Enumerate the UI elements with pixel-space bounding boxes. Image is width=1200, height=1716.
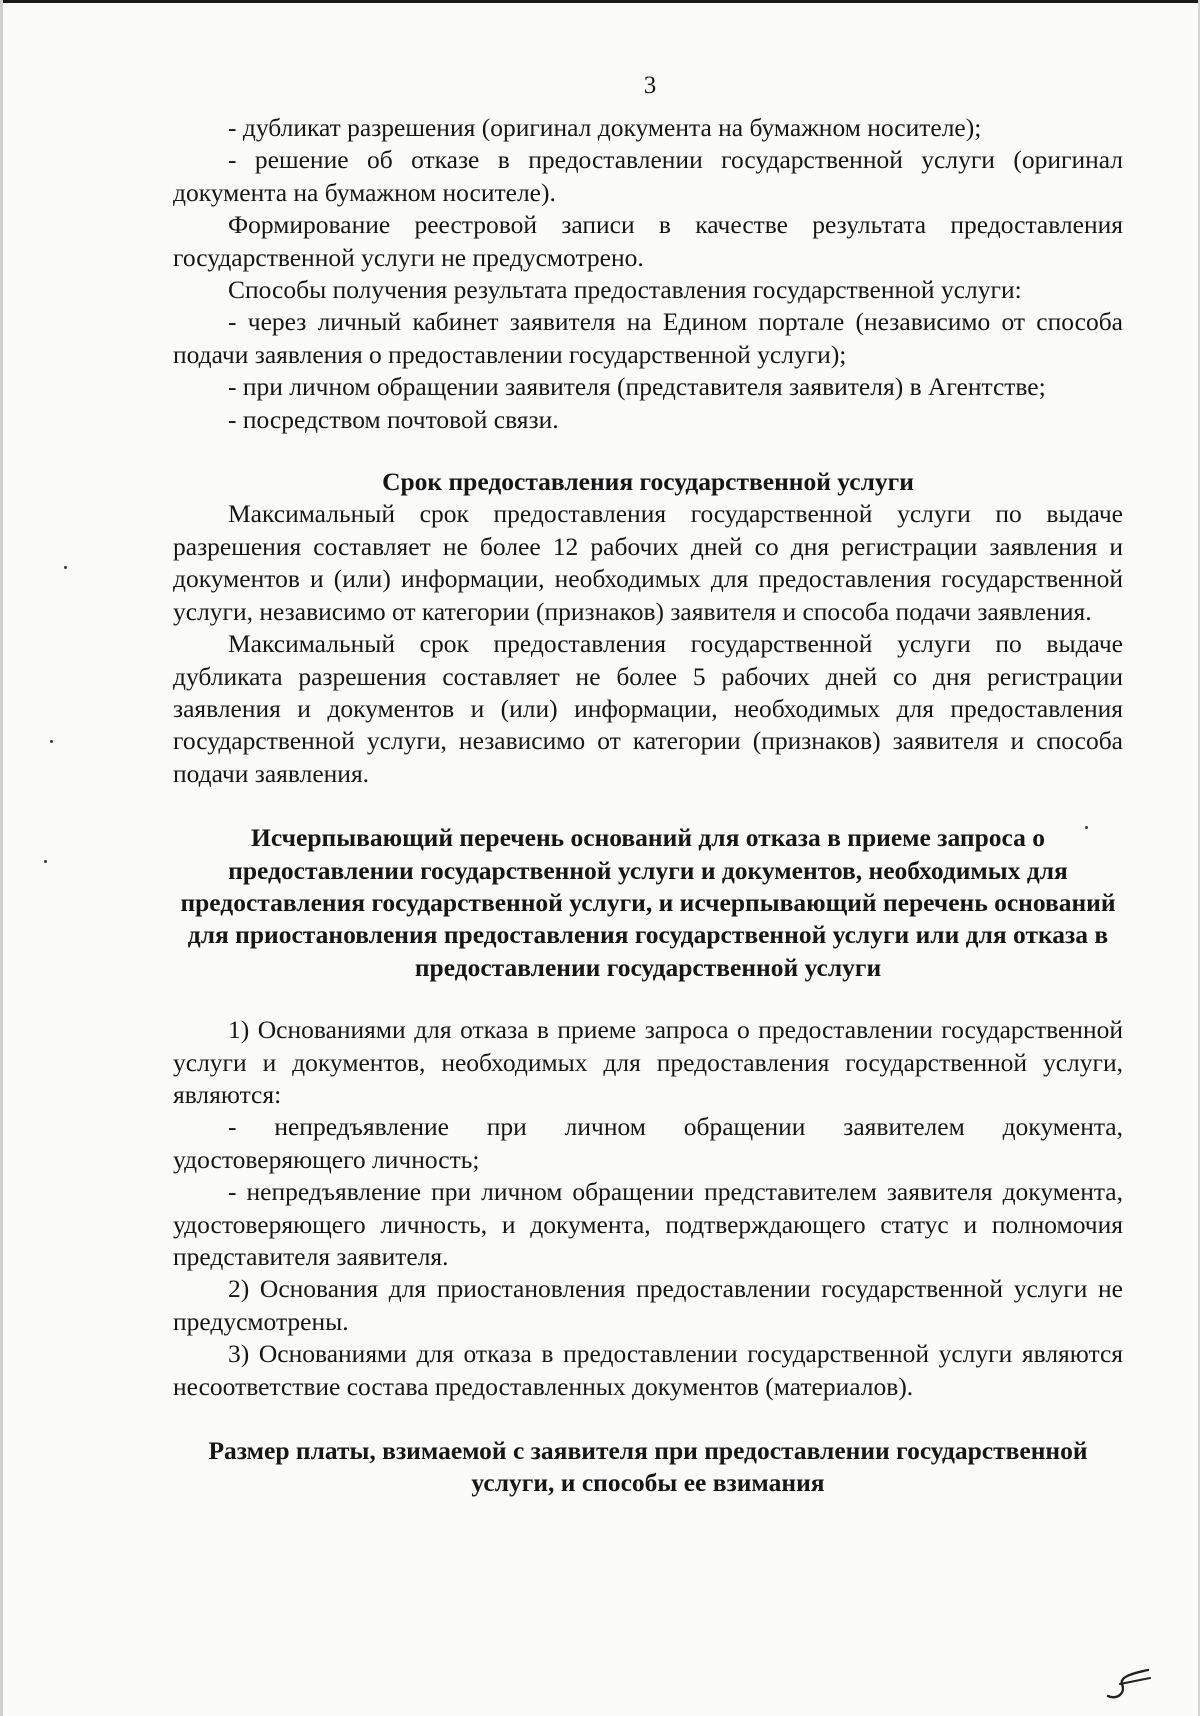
scan-speck [50, 740, 53, 743]
paragraph: Максимальный срок предоставления государственной услуги по выдаче разрешения составляет не более 12 рабочих дней со дня регистрации заявления и документов и (или) информации, необходимых для предоставления государственной услуги, независимо от категории (признаков) заявителя и способа подачи заявления. [173, 499, 1123, 626]
paragraph: 1) Основаниями для отказа в приеме запроса о предоставлении государственной услуги и документов, необходимых для предоставления государственной услуги, являются: [173, 1015, 1123, 1109]
paragraph: Максимальный срок предоставления государственной услуги по выдаче дубликата разрешения составляет не более 5 рабочих дней со дня регистрации заявления и документов и (или) информации, необходимых для предоставления государственной услуги, независимо от категории (признаков) заявителя и способа подачи заявления. [173, 629, 1123, 788]
paragraph: - непредъявление при личном обращении представителем заявителя документа, удостоверяющего личность, и документа, подтверждающего статус и полномочия представителя заявителя. [173, 1177, 1123, 1271]
paragraph: - непредъявление при личном обращении заявителем документа, удостоверяющего личность; [173, 1112, 1123, 1174]
section-heading: Срок предоставления государственной услуги [382, 467, 914, 497]
handwritten-mark [1100, 1664, 1160, 1704]
scan-speck [44, 860, 47, 863]
paragraph: Формирование реестровой записи в качестве результата предоставления государственной услуги не предусмотрено. [173, 210, 1123, 272]
section-heading: Размер платы, взимаемой с заявителя при предоставлении государственной услуги, и способы ее взимания [208, 1436, 1088, 1498]
paragraph: - решение об отказе в предоставлении государственной услуги (оригинал документа на бумажном носителе). [173, 145, 1123, 207]
paragraph: 3) Основаниями для отказа в предоставлении государственной услуги являются несоответствие состава предоставленных документов (материалов). [173, 1339, 1123, 1401]
section-heading: Исчерпывающий перечень оснований для отказа в приеме запроса о предоставлении государственной услуги и документов, необходимых для предоставления государственной услуги, и исчерпывающий перечень оснований для приостановления предоставления государственной услуги или для отказа в предоставлении государственной услуги [180, 823, 1116, 982]
paragraph: - через личный кабинет заявителя на Едином портале (независимо от способа подачи заявления о предоставлении государственной услуги); [173, 307, 1123, 369]
paragraph: - дубликат разрешения (оригинал документа на бумажном носителе); [228, 113, 982, 142]
page-number: 3 [643, 72, 657, 99]
scan-top-border [0, 0, 1200, 3]
paragraph: 2) Основания для приостановления предоставлении государственной услуги не предусмотрены. [173, 1274, 1123, 1336]
paragraph: - при личном обращении заявителя (представителя заявителя) в Агентстве; [228, 372, 1046, 402]
scan-speck [1085, 826, 1088, 829]
scan-speck [64, 566, 67, 569]
paragraph: Способы получения результата предоставления государственной услуги: [228, 275, 1022, 305]
paragraph: - посредством почтовой связи. [228, 404, 559, 434]
scan-left-edge [0, 0, 3, 1716]
document-body [173, 112, 1123, 1500]
